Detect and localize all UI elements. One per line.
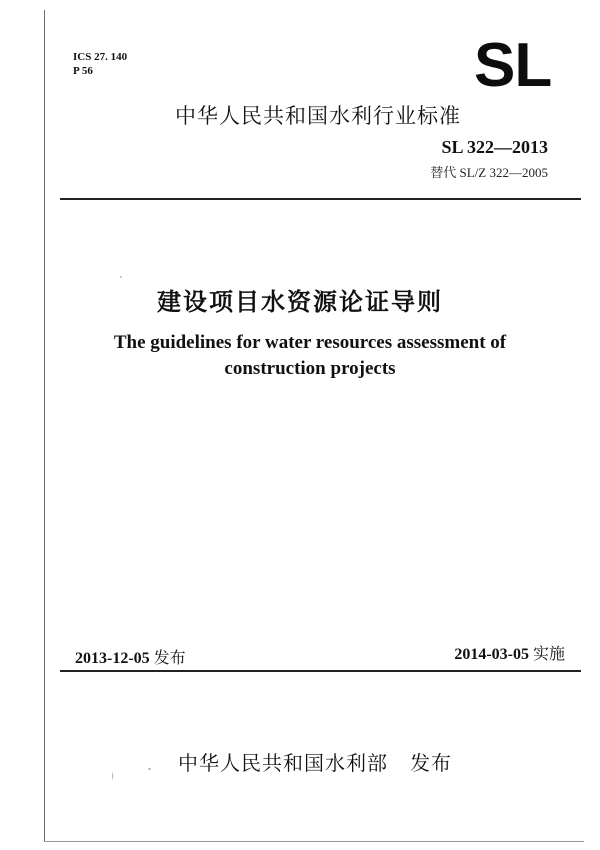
- ics-code: ICS 27. 140: [73, 51, 128, 63]
- title-english-line2: construction projects: [224, 358, 396, 379]
- page-border-bottom: [44, 841, 584, 842]
- publisher-name: 中华人民共和国水利部: [178, 751, 388, 775]
- publisher-block: [178, 747, 452, 776]
- issue-date-block: [75, 645, 186, 668]
- page-border-left: [44, 10, 45, 842]
- ccs-code: P 56: [73, 65, 93, 77]
- title-chinese: 建设项目水资源论证导则: [157, 288, 443, 316]
- title-english-line1: The guidelines for water resources assessment of: [113, 332, 507, 353]
- scan-speck: [112, 772, 113, 780]
- header-rule: [60, 198, 581, 200]
- scan-speck: [148, 768, 151, 770]
- footer-rule: [60, 670, 581, 672]
- title-english: [70, 330, 550, 382]
- implement-label: 实施: [532, 644, 565, 663]
- scan-speck: [120, 276, 122, 278]
- implement-date-block: [454, 641, 565, 664]
- publisher-action: 发布: [410, 751, 452, 775]
- replaces-standard: 替代 SL/Z 322—2005: [430, 165, 548, 180]
- issue-date: 2013-12-05: [75, 650, 150, 667]
- standard-category: 中华人民共和国水利行业标准: [175, 104, 461, 128]
- standard-number: SL 322—2013: [441, 137, 548, 157]
- issue-label: 发布: [153, 648, 186, 667]
- sl-logo: SL: [474, 31, 552, 100]
- implement-date: 2014-03-05: [454, 646, 529, 663]
- classification-codes: [73, 50, 127, 78]
